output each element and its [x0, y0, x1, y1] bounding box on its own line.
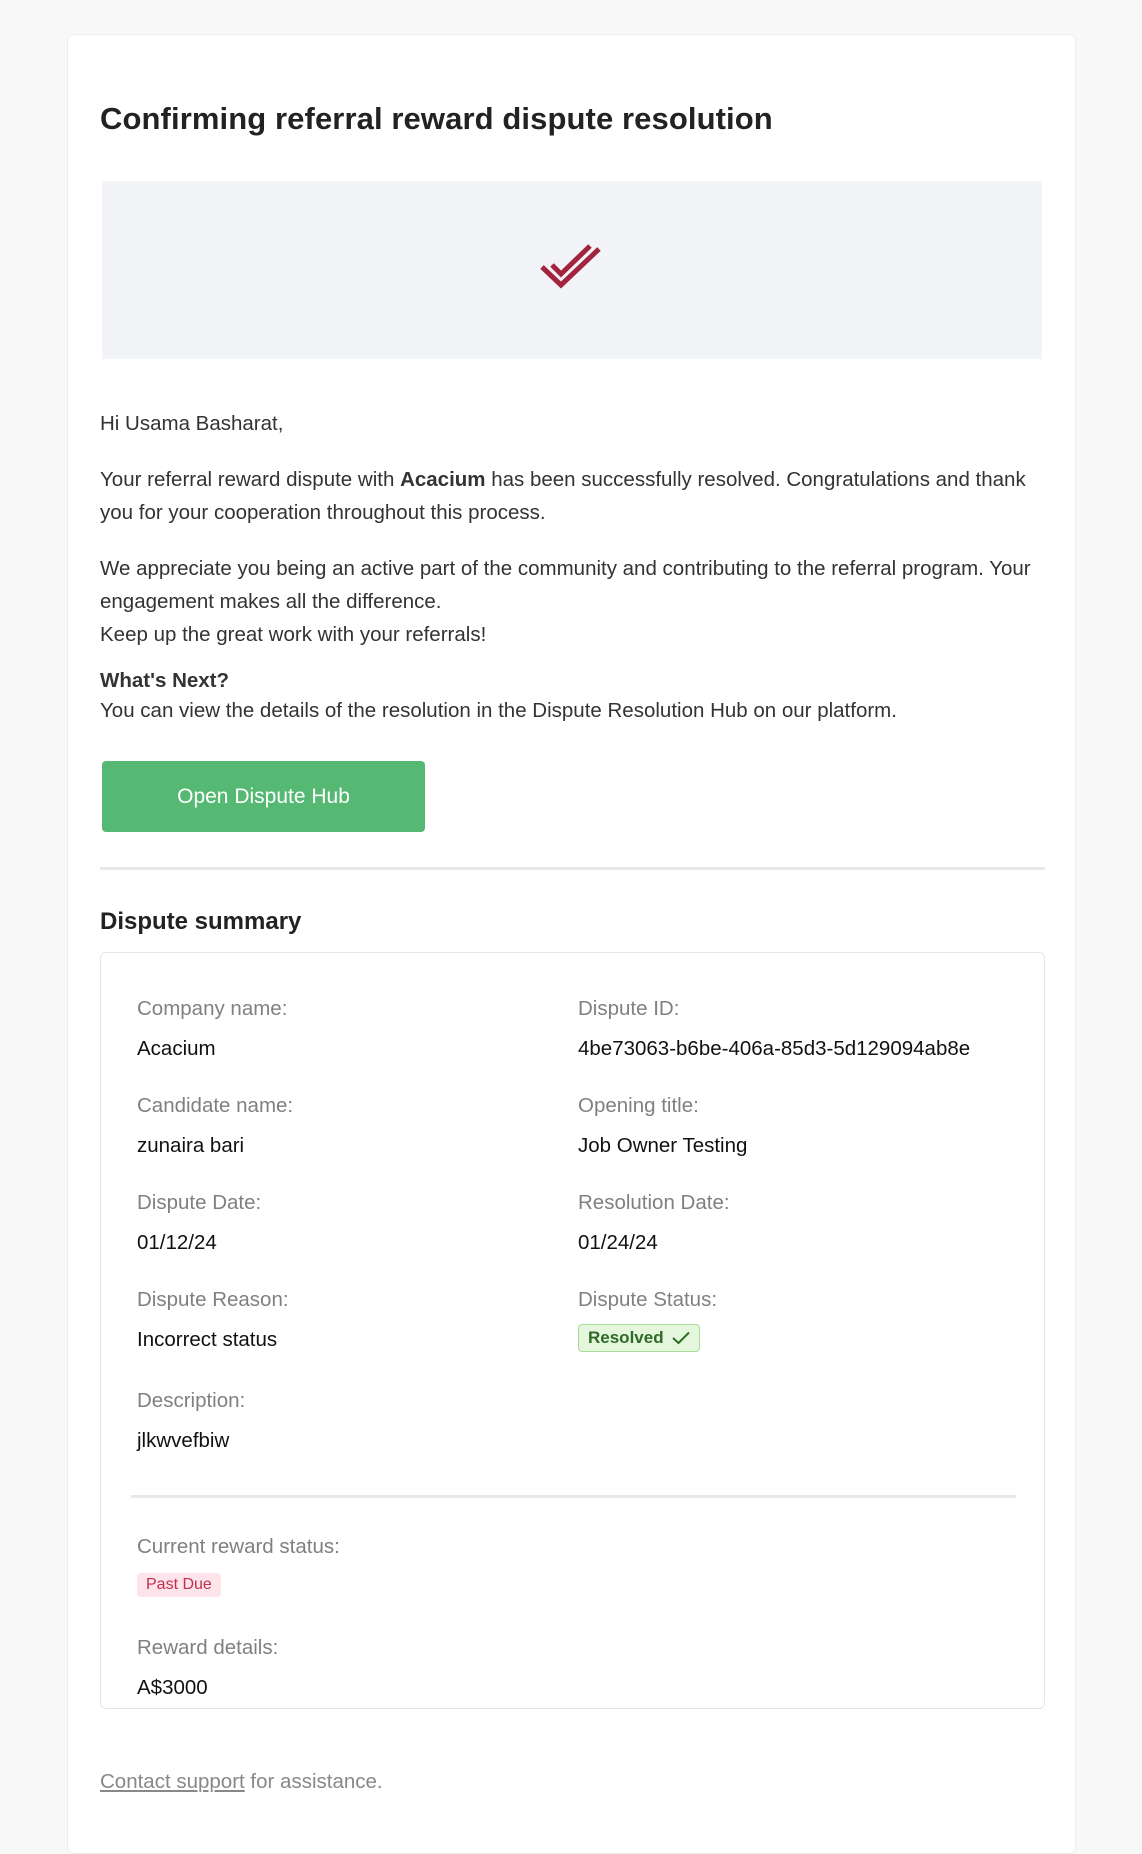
footer-text: for assistance.	[244, 1770, 383, 1793]
candidate-name-value: zunaira bari	[137, 1134, 245, 1157]
email-card	[67, 34, 1076, 1854]
section-divider	[100, 867, 1045, 870]
resolution-date-field	[578, 1191, 730, 1255]
resolution-date-value: 01/24/24	[578, 1231, 658, 1254]
body-paragraph-resolved	[100, 463, 1045, 529]
opening-title-value: Job Owner Testing	[578, 1134, 748, 1157]
dispute-reason-label: Dispute Reason:	[137, 1288, 289, 1311]
reward-status-label: Current reward status:	[137, 1535, 340, 1558]
open-dispute-hub-button[interactable]: Open Dispute Hub	[102, 761, 425, 832]
description-field	[137, 1389, 245, 1453]
dispute-status-field	[578, 1288, 717, 1352]
opening-title-field	[578, 1094, 747, 1158]
check-icon	[672, 1331, 690, 1345]
company-name-field	[137, 997, 287, 1061]
dispute-status-label: Dispute Status:	[578, 1288, 718, 1311]
candidate-name-field	[137, 1094, 293, 1158]
status-badge-resolved	[578, 1324, 700, 1352]
dispute-date-value: 01/12/24	[137, 1231, 217, 1254]
company-name-bold: Acacium	[400, 468, 486, 491]
greeting: Hi Usama Basharat,	[100, 412, 284, 435]
body-paragraph-encouragement: Keep up the great work with your referrals!	[100, 623, 487, 646]
body-paragraph-appreciation: We appreciate you being an active part of the community and contributing to the referral program. Your engagement makes all the difference.	[100, 557, 1031, 613]
body-text: Your referral reward dispute with	[100, 468, 401, 491]
hero-banner	[102, 181, 1042, 359]
dispute-date-label: Dispute Date:	[137, 1191, 262, 1214]
dispute-id-label: Dispute ID:	[578, 997, 680, 1020]
dispute-date-field	[137, 1191, 261, 1255]
whats-next-text: You can view the details of the resolution in the Dispute Resolution Hub on our platform.	[100, 699, 897, 722]
dispute-id-field	[578, 997, 970, 1061]
dispute-reason-value: Incorrect status	[137, 1328, 278, 1351]
double-check-icon	[539, 244, 605, 296]
company-name-label: Company name:	[137, 997, 288, 1020]
summary-divider	[131, 1495, 1016, 1498]
company-name-value: Acacium	[137, 1037, 216, 1060]
dispute-reason-field	[137, 1288, 289, 1352]
dispute-summary-panel	[100, 952, 1045, 1709]
resolution-date-label: Resolution Date:	[578, 1191, 730, 1214]
reward-details-field	[137, 1636, 278, 1700]
reward-details-value: A$3000	[137, 1676, 208, 1699]
contact-support-link[interactable]: Contact support	[100, 1770, 245, 1793]
footer-note	[100, 1770, 383, 1794]
dispute-summary-heading: Dispute summary	[100, 908, 302, 935]
reward-details-label: Reward details:	[137, 1636, 279, 1659]
dispute-id-value: 4be73063-b6be-406a-85d3-5d129094ab8e	[578, 1037, 971, 1060]
reward-status-field	[137, 1535, 340, 1597]
status-badge-label: Resolved	[588, 1328, 664, 1347]
email-title: Confirming referral reward dispute resolution	[100, 101, 773, 136]
body-text: has been successfully resolved. Congratulations and thank you for your cooperation throughout this process.	[100, 468, 1026, 524]
description-label: Description:	[137, 1389, 246, 1412]
whats-next-heading: What's Next?	[100, 669, 230, 692]
opening-title-label: Opening title:	[578, 1094, 699, 1117]
description-value: jlkwvefbiw	[137, 1429, 230, 1452]
status-badge-past-due: Past Due	[137, 1573, 221, 1597]
candidate-name-label: Candidate name:	[137, 1094, 294, 1117]
